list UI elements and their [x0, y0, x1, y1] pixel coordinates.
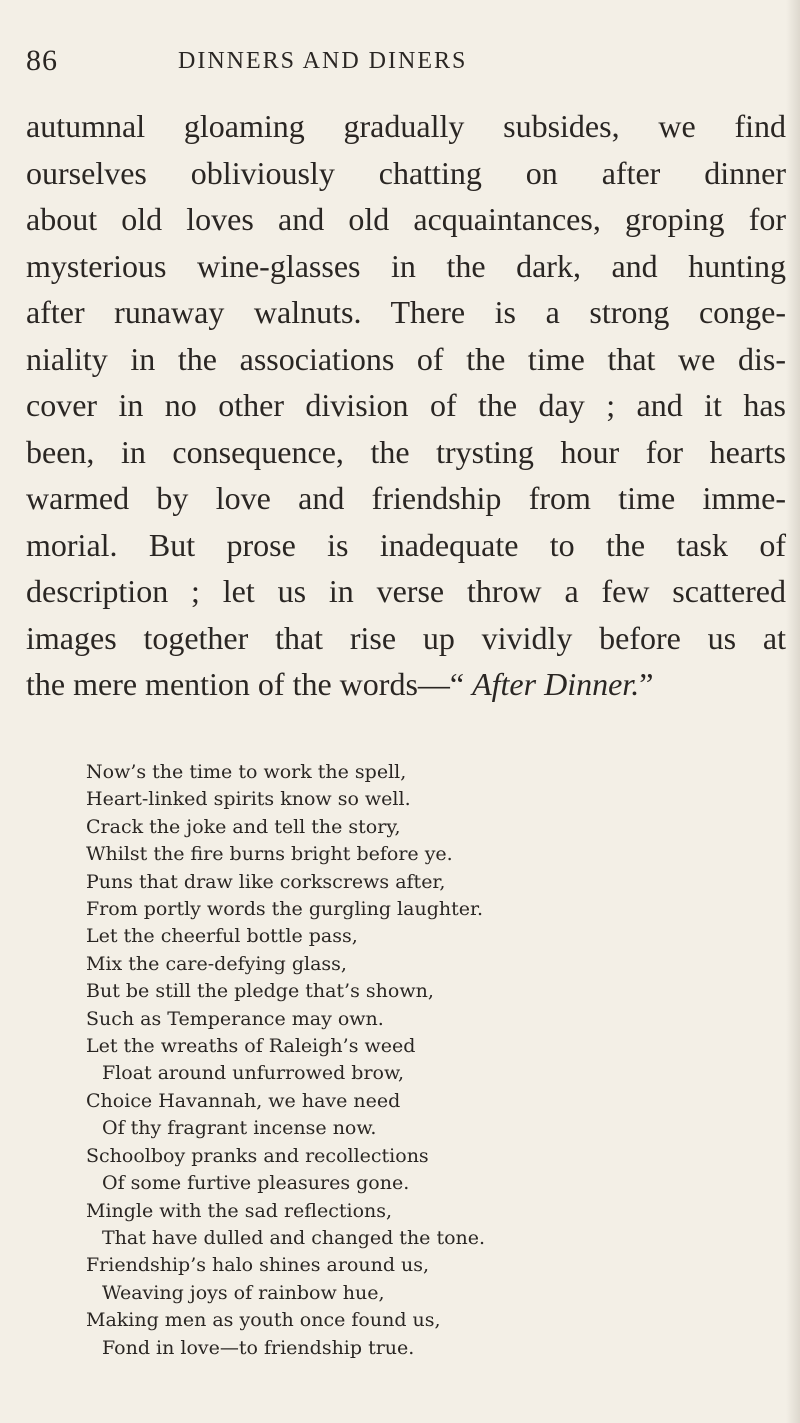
verse-line: Such as Temperance may own. — [86, 1007, 384, 1030]
verse-line: Puns that draw like corkscrews after, — [86, 870, 446, 893]
prose-line: cover in no other division of the day ; and it has — [26, 387, 786, 423]
verse-line: But be still the pledge that’s shown, — [86, 980, 434, 1003]
verse-line: Schoolboy pranks and recollections — [86, 1144, 429, 1167]
verse-block — [0, 759, 800, 1362]
running-head — [26, 44, 786, 84]
prose-line: ourselves obliviously chatting on after dinner — [26, 154, 786, 191]
prose-line: been, in consequence, the trysting hour for hearts — [26, 433, 786, 470]
prose-line: about old loves and old acquaintances, groping for — [26, 201, 786, 237]
verse-line: Let the wreaths of Raleigh’s weed — [86, 1035, 416, 1058]
verse-line: Crack the joke and tell the story, — [86, 815, 401, 838]
verse-line: Choice Havannah, we have need — [86, 1089, 401, 1112]
verse-line: Heart-linked spirits know so well. — [86, 788, 411, 811]
verse-line: Mix the care-defying glass, — [86, 952, 347, 975]
verse-line: Making men as youth once found us, — [86, 1309, 441, 1332]
verse-line: That have dulled and changed the tone. — [102, 1226, 486, 1249]
verse-line: Whilst the fire burns bright before ye. — [86, 843, 453, 866]
verse-line: From portly words the gurgling laughter. — [86, 898, 484, 921]
verse-line: Of some furtive pleasures gone. — [102, 1172, 410, 1195]
verse-line: Float around unfurrowed brow, — [102, 1062, 405, 1085]
prose-final-line-start: the mere mention of the words—“ — [26, 666, 473, 702]
running-title: DINNERS AND DINERS — [178, 48, 468, 74]
prose-line: autumnal gloaming gradually subsides, we find — [26, 108, 786, 144]
verse-line: Mingle with the sad reflections, — [86, 1199, 393, 1222]
prose-line: mysterious wine-glasses in the dark, and hunting — [26, 247, 786, 284]
verse-line: Weaving joys of rainbow hue, — [102, 1281, 385, 1304]
prose-final-line — [26, 661, 786, 708]
prose-line: morial. But prose is inadequate to the task of — [26, 526, 786, 563]
prose-line: description ; let us in verse throw a few scattered — [26, 573, 786, 609]
prose-line: images together that rise up vividly before us at — [26, 619, 786, 656]
prose-line: warmed by love and friendship from time imme- — [26, 480, 786, 516]
closing-quote: ” — [639, 666, 654, 702]
prose-line: after runaway walnuts. There is a strong conge- — [26, 294, 786, 330]
verse-line: Friendship’s halo shines around us, — [86, 1254, 430, 1277]
verse-line: Fond in love—to friendship true. — [102, 1336, 415, 1359]
prose-line: niality in the associations of the time that we dis- — [26, 340, 786, 377]
verse-line: Now’s the time to work the spell, — [86, 761, 407, 783]
page-number: 86 — [26, 44, 58, 77]
prose-paragraph — [26, 103, 786, 708]
quoted-title: After Dinner. — [472, 666, 640, 702]
verse-line: Of thy fragrant incense now. — [102, 1117, 377, 1140]
verse-line: Let the cheerful bottle pass, — [86, 925, 358, 948]
